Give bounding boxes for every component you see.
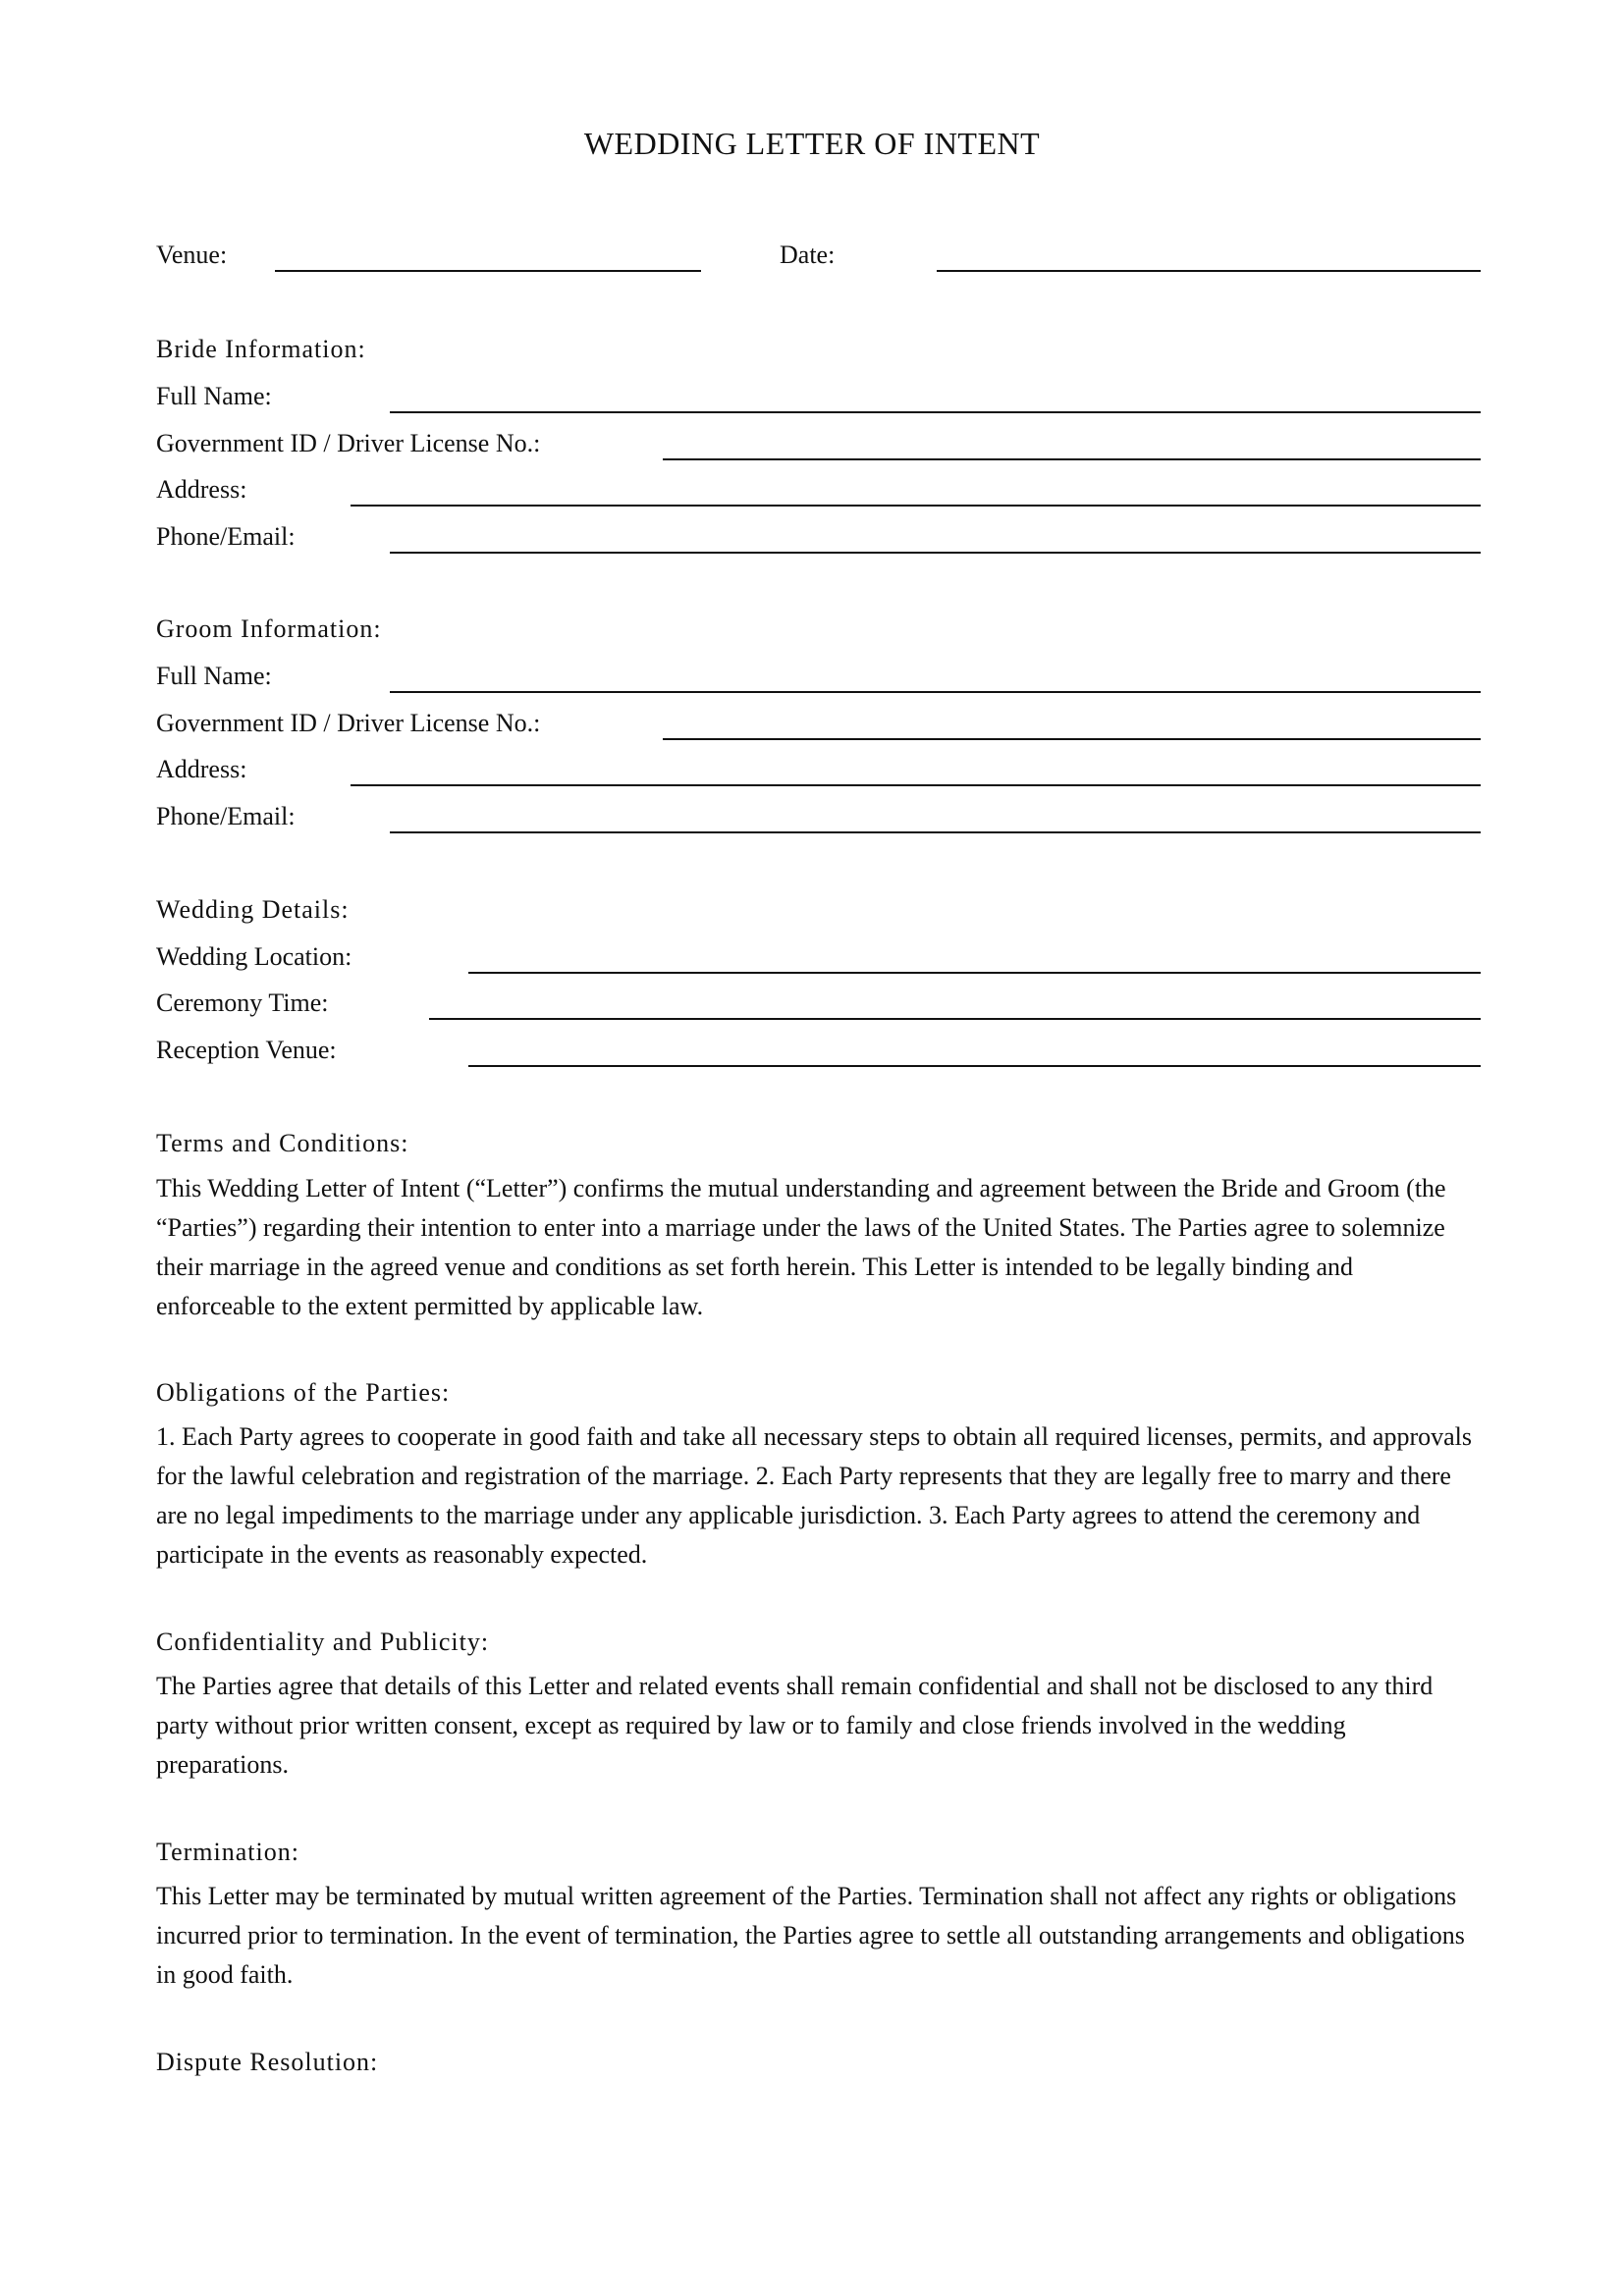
groom-phone-email-field[interactable]: [390, 831, 1481, 833]
bride-full-name-label: Full Name:: [156, 382, 272, 410]
bride-phone-email-field[interactable]: [390, 552, 1481, 554]
wedding-details-heading: Wedding Details:: [156, 895, 350, 924]
bride-full-name-field[interactable]: [390, 411, 1481, 413]
obligations-heading: Obligations of the Parties:: [156, 1378, 451, 1407]
reception-venue-label: Reception Venue:: [156, 1036, 337, 1064]
termination-heading: Termination:: [156, 1838, 299, 1866]
reception-venue-field[interactable]: [468, 1065, 1481, 1067]
groom-phone-email-label: Phone/Email:: [156, 802, 296, 830]
groom-gov-id-label: Government ID / Driver License No.:: [156, 709, 541, 737]
date-label: Date:: [780, 240, 836, 269]
dispute-resolution-heading: Dispute Resolution:: [156, 2048, 379, 2076]
bride-address-field[interactable]: [351, 505, 1481, 507]
confidentiality-heading: Confidentiality and Publicity:: [156, 1628, 490, 1656]
termination-paragraph: This Letter may be terminated by mutual written agreement of the Parties. Termination shall not affect any rights or obligations incurred prior to termination. In the event of termination, the Parties agree to settle all outstanding arrangements and obligations in good faith.: [156, 1882, 1465, 1989]
groom-information-heading: Groom Information:: [156, 614, 382, 643]
wedding-location-field[interactable]: [468, 972, 1481, 974]
confidentiality-paragraph: The Parties agree that details of this Letter and related events shall remain confidential and shall not be disclosed to any third party without prior written consent, except as required by law or to family and close friends involved in the wedding preparations.: [156, 1672, 1434, 1779]
groom-address-label: Address:: [156, 755, 247, 783]
groom-address-field[interactable]: [351, 784, 1481, 786]
ceremony-time-field[interactable]: [429, 1018, 1481, 1020]
date-field[interactable]: [937, 270, 1481, 272]
venue-label: Venue:: [156, 240, 228, 269]
terms-heading: Terms and Conditions:: [156, 1129, 409, 1157]
obligations-paragraph: 1. Each Party agrees to cooperate in good faith and take all necessary steps to obtain all required licenses, permits, and approvals for the lawful celebration and registration of the marriage. 2. Each Party represents that they are legally free to marry and there are no legal impediments to the marriage under any applicable jurisdiction. 3. Each Party agrees to attend the ceremony and participate in the events as reasonably expected.: [156, 1422, 1472, 1569]
terms-paragraph: This Wedding Letter of Intent (“Letter”) confirms the mutual understanding and agreement between the Bride and Groom (the “Parties”) regarding their intention to enter into a marriage under the laws of the United States. The Parties agree to solemnize their marriage in the agreed venue and conditions as set forth herein. This Letter is intended to be legally binding and enforceable to the extent permitted by applicable law.: [156, 1174, 1446, 1320]
groom-gov-id-field[interactable]: [663, 738, 1481, 740]
ceremony-time-label: Ceremony Time:: [156, 988, 329, 1017]
groom-full-name-field[interactable]: [390, 691, 1481, 693]
document-title: WEDDING LETTER OF INTENT: [583, 126, 1041, 161]
bride-phone-email-label: Phone/Email:: [156, 522, 296, 551]
bride-gov-id-field[interactable]: [663, 458, 1481, 460]
bride-address-label: Address:: [156, 475, 247, 504]
bride-gov-id-label: Government ID / Driver License No.:: [156, 429, 541, 457]
wedding-location-label: Wedding Location:: [156, 942, 352, 971]
groom-full-name-label: Full Name:: [156, 662, 272, 690]
bride-information-heading: Bride Information:: [156, 335, 366, 363]
venue-field[interactable]: [275, 270, 701, 272]
